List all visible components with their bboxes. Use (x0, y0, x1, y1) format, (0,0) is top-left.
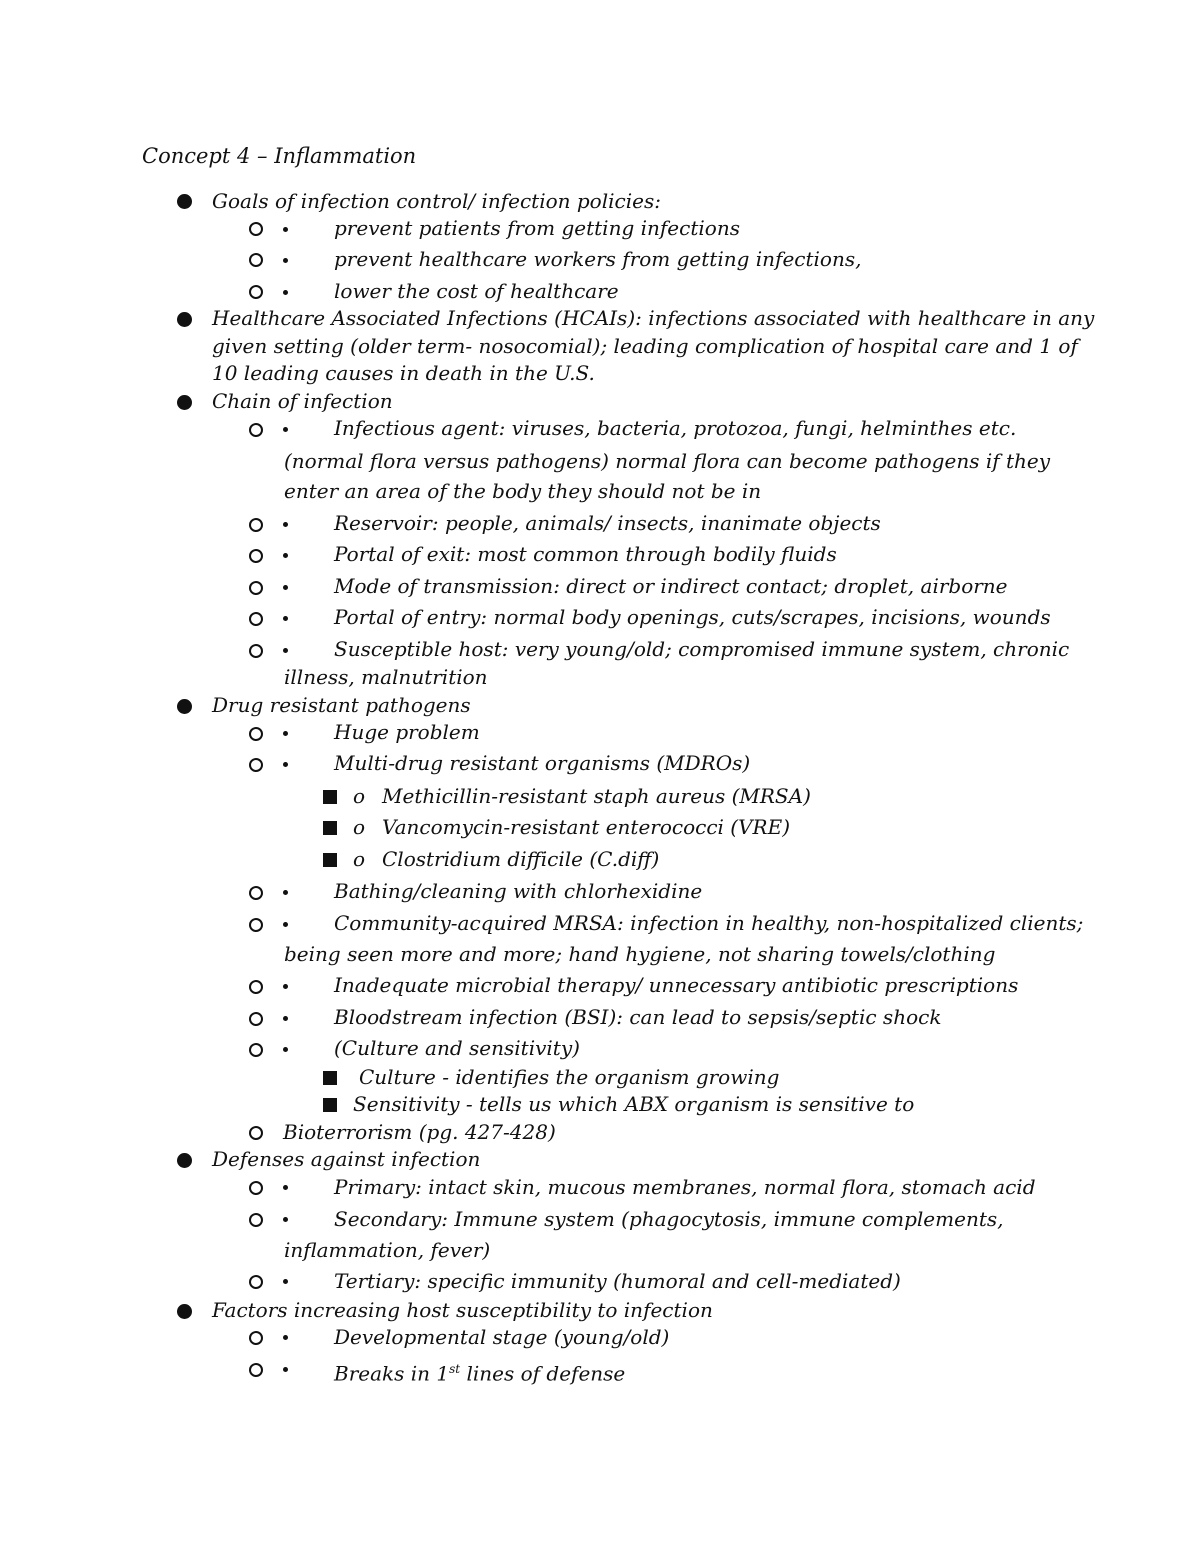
bullet-dot (283, 616, 288, 621)
bullet-circle (249, 222, 263, 236)
list-item: Bioterrorism (pg. 427-428) (283, 1120, 556, 1144)
list-item: Clostridium difficile (C.diff) (382, 847, 660, 871)
list-item: Methicillin-resistant staph aureus (MRSA) (382, 784, 811, 808)
bullet-dot (283, 227, 288, 232)
bullet-dot (283, 890, 288, 895)
list-item: Goals of infection control/ infection policies: (212, 189, 661, 213)
list-item: Vancomycin-resistant enterococci (VRE) (382, 815, 791, 839)
list-item: Huge problem (334, 720, 480, 744)
bullet-circle (249, 886, 263, 900)
list-item-continuation: 10 leading causes in death in the U.S. (212, 361, 595, 385)
list-item: Community-acquired MRSA: infection in healthy, non-hospitalized clients; (334, 911, 1084, 935)
list-item-continuation: enter an area of the body they should not be in (284, 479, 762, 503)
bullet-dot (283, 522, 288, 527)
bullet-dot (283, 1335, 288, 1340)
bullet-dot (283, 1367, 288, 1372)
list-item: Tertiary: specific immunity (humoral and cell-mediated) (334, 1269, 901, 1293)
list-item: Portal of entry: normal body openings, cuts/scrapes, incisions, wounds (334, 605, 1051, 629)
bullet-circle (249, 1012, 263, 1026)
bullet-dot (283, 922, 288, 927)
bullet-square (323, 821, 337, 835)
bullet-circle (249, 518, 263, 532)
list-item: Inadequate microbial therapy/ unnecessary antibiotic prescriptions (334, 973, 1019, 997)
list-item: Defenses against infection (212, 1147, 481, 1171)
text-segment: Breaks in 1 (334, 1361, 450, 1386)
bullet-circle (249, 1126, 263, 1140)
bullet-dot (283, 427, 288, 432)
bullet-square (323, 790, 337, 804)
bullet-circle (249, 1181, 263, 1195)
bullet-disc (177, 312, 192, 327)
list-item: Reservoir: people, animals/ insects, inanimate objects (334, 511, 881, 535)
bullet-dot (283, 731, 288, 736)
list-item: Culture - identifies the organism growing (359, 1065, 780, 1089)
bullet-dot (283, 1279, 288, 1284)
bullet-square (323, 853, 337, 867)
bullet-circle (249, 1213, 263, 1227)
list-item: Primary: intact skin, mucous membranes, normal flora, stomach acid (334, 1175, 1036, 1199)
bullet-circle (249, 644, 263, 658)
bullet-circle (249, 612, 263, 626)
bullet-dot (283, 553, 288, 558)
bullet-circle (249, 727, 263, 741)
list-item: lower the cost of healthcare (334, 279, 619, 303)
list-item: Drug resistant pathogens (212, 693, 471, 717)
bullet-circle (249, 918, 263, 932)
list-item: Sensitivity - tells us which ABX organism is sensitive to (353, 1092, 915, 1116)
bullet-dot (283, 648, 288, 653)
bullet-disc (177, 699, 192, 714)
list-item: prevent patients from getting infections (334, 216, 740, 240)
bullet-circle (249, 980, 263, 994)
bullet-circle (249, 1043, 263, 1057)
bullet-square (323, 1098, 337, 1112)
bullet-dot (283, 1016, 288, 1021)
bullet-disc (177, 1304, 192, 1319)
bullet-square (323, 1071, 337, 1085)
bullet-circle (249, 285, 263, 299)
bullet-dot (283, 1217, 288, 1222)
bullet-circle (249, 1275, 263, 1289)
list-item-continuation: illness, malnutrition (284, 665, 488, 689)
list-item: Bloodstream infection (BSI): can lead to sepsis/septic shock (334, 1005, 942, 1029)
list-item: Healthcare Associated Infections (HCAIs): infections associated with healthcare in any (212, 306, 1095, 330)
superscript: st (449, 1362, 461, 1376)
bullet-circle (249, 1331, 263, 1345)
bullet-circle (249, 253, 263, 267)
bullet-circle (249, 581, 263, 595)
bullet-disc (177, 194, 192, 209)
bullet-dot (283, 585, 288, 590)
list-item: Portal of exit: most common through bodily fluids (334, 542, 837, 566)
bullet-dot (283, 1047, 288, 1052)
list-item (334, 1355, 625, 1388)
list-item: Chain of infection (212, 389, 393, 413)
list-item: Secondary: Immune system (phagocytosis, immune complements, (334, 1207, 1004, 1231)
bullet-dot (283, 984, 288, 989)
list-item: Susceptible host: very young/old; compromised immune system, chronic (334, 637, 1070, 661)
list-item-continuation: given setting (older term- nosocomial); leading complication of hospital care and 1 of (212, 334, 1078, 358)
list-item: Infectious agent: viruses, bacteria, protozoa, fungi, helminthes etc. (334, 416, 1017, 440)
marker-o: o (353, 784, 366, 808)
bullet-disc (177, 1153, 192, 1168)
marker-o: o (353, 847, 366, 871)
list-item: (Culture and sensitivity) (334, 1036, 580, 1060)
bullet-dot (283, 1185, 288, 1190)
list-item-continuation: (normal flora versus pathogens) normal flora can become pathogens if they (284, 449, 1051, 473)
text-segment: lines of defense (460, 1361, 626, 1386)
list-item: Factors increasing host susceptibility to infection (212, 1298, 713, 1322)
marker-o: o (353, 815, 366, 839)
bullet-circle (249, 758, 263, 772)
list-item: Bathing/cleaning with chlorhexidine (334, 879, 703, 903)
list-item: Developmental stage (young/old) (334, 1325, 670, 1349)
list-item: Multi-drug resistant organisms (MDROs) (334, 751, 751, 775)
bullet-circle (249, 549, 263, 563)
bullet-circle (249, 1363, 263, 1377)
bullet-dot (283, 258, 288, 263)
document-title: Concept 4 – Inflammation (142, 144, 417, 168)
bullet-disc (177, 395, 192, 410)
bullet-circle (249, 423, 263, 437)
bullet-dot (283, 762, 288, 767)
list-item: prevent healthcare workers from getting infections, (334, 247, 862, 271)
list-item-continuation: inflammation, fever) (284, 1238, 491, 1262)
list-item-continuation: being seen more and more; hand hygiene, not sharing towels/clothing (284, 942, 996, 966)
bullet-dot (283, 290, 288, 295)
list-item: Mode of transmission: direct or indirect contact; droplet, airborne (334, 574, 1008, 598)
